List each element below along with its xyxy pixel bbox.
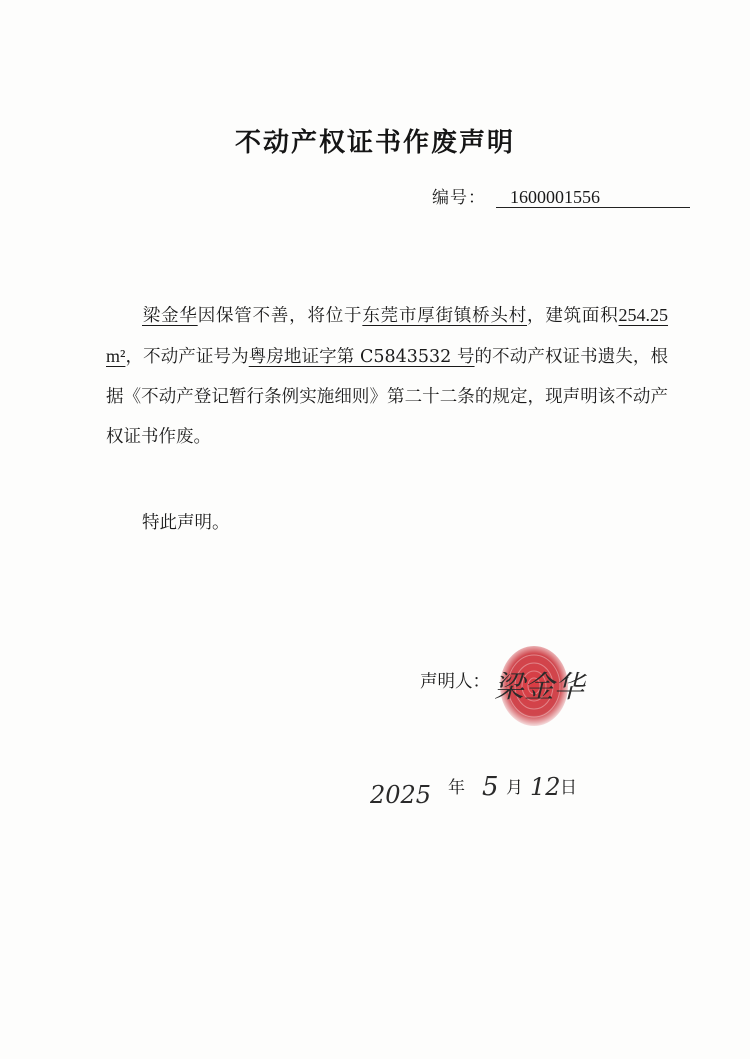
date-year-char: 年 [448,778,465,798]
declaration-body [106,295,668,457]
owner-name: 梁金华 [142,306,198,326]
handwritten-signature [490,655,600,715]
paragraph-text-1: 因保管不善，将位于 [197,306,363,326]
date-month-char: 月 [506,778,523,798]
declarant-label: 声明人： [420,672,490,692]
date-month: 5 [482,772,499,802]
date-day-char: 日 [560,778,577,798]
paragraph-text-4: 的不动产权证书遗失，根据《不动产登记暂行条例实施细则》第二十二条的规定，现声明该不动产权证书作废。 [106,347,669,447]
document-number-value: 1600001556 [496,187,690,208]
property-location: 东莞市厚街镇桥头村 [362,306,528,326]
signature-text: 梁金华 [494,670,584,705]
date-day: 12 [530,773,561,801]
document-number [432,183,690,208]
paragraph-text-2: ，建筑面积 [527,306,619,326]
document-title: 不动产权证书作废声明 [234,128,515,158]
document-number-label: 编号： [432,188,486,208]
paragraph-text-3: ，不动产证号为 [125,347,249,367]
date-year: 2025 [370,781,432,809]
declaration-paragraph [106,295,668,457]
closing-statement: 特此声明。 [142,513,230,533]
certificate-number: 粤房地证字第 C5843532 号 [248,347,475,367]
building-area: 254.25 m² [106,305,669,366]
handwritten-date [370,765,610,815]
